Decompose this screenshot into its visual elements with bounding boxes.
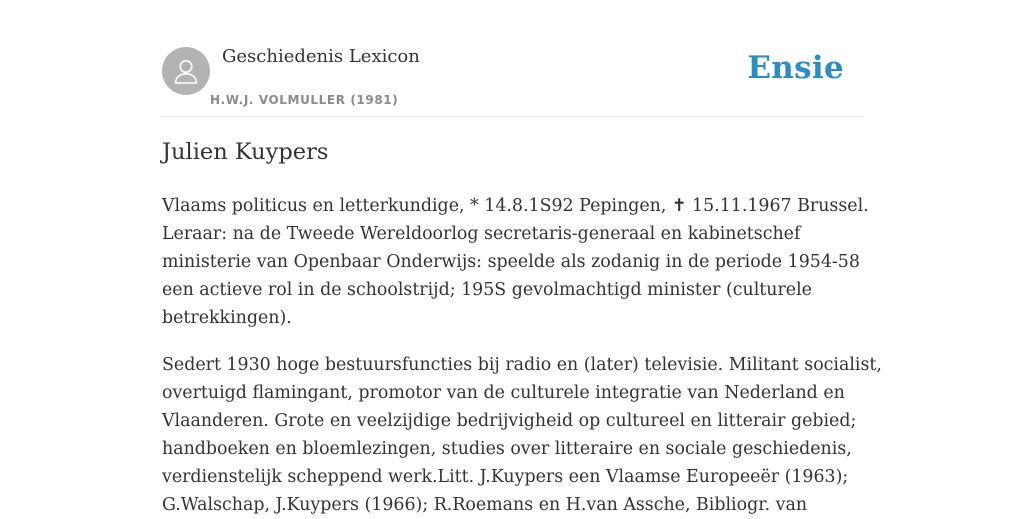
paragraph-line: betrekkingen). [162,308,292,328]
paragraph-line: handboeken en bloemlezingen, studies over litteraire en sociale geschiedenis, [162,439,852,459]
paragraph-line: ministerie van Openbaar Onderwijs: speelde als zodanig in de periode 1954-58 [162,252,860,272]
paragraph-line: G.Walschap, J.Kuypers (1966); R.Roemans en H.van Assche, Bibliogr. van [162,495,808,515]
user-silhouette-icon [171,56,201,86]
book-author[interactable]: H.W.J. VOLMULLER (1981) [210,93,399,107]
page-container [162,0,882,515]
page-header [162,0,862,117]
paragraph-line: verdienstelijk scheppend werk.Litt. J.Kuypers een Vlaamse Europeeër (1963); [162,467,849,487]
paragraph-line: overtuigd flamingant, promotor van de culturele integratie van Nederland en [162,383,845,403]
article-paragraph-1 [162,192,869,332]
paragraph-line: Sedert 1930 hoge bestuursfuncties bij radio en (later) televisie. Militant socialist, [162,355,882,375]
paragraph-line: Leraar: na de Tweede Wereldoorlog secretaris-generaal en kabinetschef [162,224,801,244]
article-paragraph-2 [162,351,882,519]
article-title: Julien Kuypers [162,139,329,165]
paragraph-line: Vlaams politicus en letterkundige, * 14.8.1S92 Pepingen, ✝ 15.11.1967 Brussel. [162,196,869,216]
ensie-logo[interactable]: Ensie [747,50,844,86]
book-title[interactable]: Geschiedenis Lexicon [222,46,420,67]
author-avatar[interactable] [162,47,210,95]
paragraph-line: Vlaanderen. Grote en veelzijdige bedrijvigheid op cultureel en litterair gebied; [162,411,857,431]
paragraph-line: een actieve rol in de schoolstrijd; 195S gevolmachtigd minister (culturele [162,280,812,300]
